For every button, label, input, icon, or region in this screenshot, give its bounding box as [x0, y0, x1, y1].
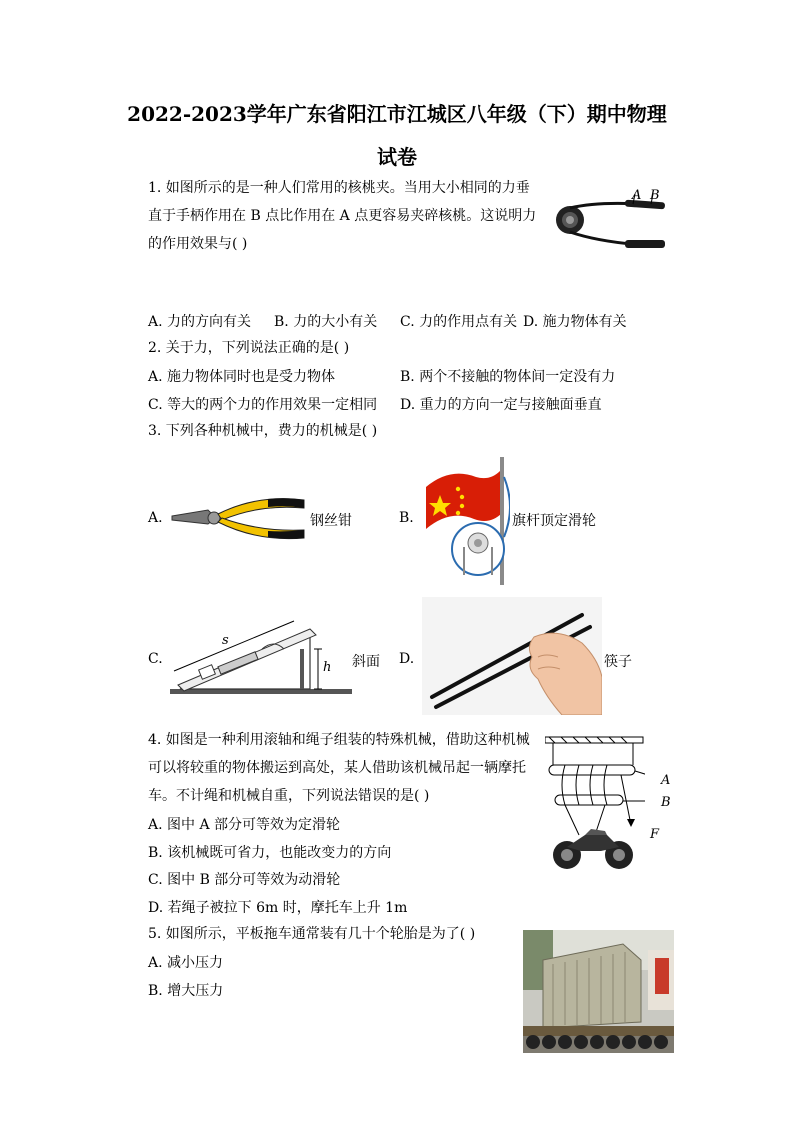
- q3-option-a-letter[interactable]: A.: [148, 510, 163, 526]
- incline-label-h: h: [323, 660, 332, 675]
- q4-stem-line3: 车。不计绳和机械自重，下列说法错误的是( ): [148, 788, 430, 804]
- page-title-continued: 试卷: [377, 145, 417, 169]
- q4-option-c[interactable]: C. 图中 B 部分可等效为动滑轮: [148, 872, 341, 888]
- roller-machine-figure: [545, 735, 645, 875]
- q1-label-b: B: [650, 188, 660, 203]
- q4-stem-line2: 可以将较重的物体搬运到高处，某人借助该机械吊起一辆摩托: [148, 760, 526, 776]
- q3-option-d-label[interactable]: 筷子: [604, 654, 632, 670]
- q2-stem: 2. 关于力，下列说法正确的是( ): [148, 340, 350, 356]
- q3-option-b-label[interactable]: 旗杆顶定滑轮: [512, 513, 596, 529]
- q3-stem: 3. 下列各种机械中，费力的机械是( ): [148, 423, 378, 439]
- q3-option-c-label[interactable]: 斜面: [352, 654, 380, 670]
- q4-label-a: A: [661, 773, 671, 788]
- q1-option-c[interactable]: C. 力的作用点有关: [400, 314, 518, 330]
- q1-option-a[interactable]: A. 力的方向有关: [148, 314, 252, 330]
- page-title: 2022-2023学年广东省阳江市江城区八年级（下）期中物理: [127, 102, 667, 126]
- q2-option-a[interactable]: A. 施力物体同时也是受力物体: [148, 369, 336, 385]
- q3-option-b-letter[interactable]: B.: [399, 510, 414, 526]
- q1-option-d[interactable]: D. 施力物体有关: [523, 314, 627, 330]
- q5-option-a[interactable]: A. 减小压力: [148, 955, 224, 971]
- q2-option-b[interactable]: B. 两个不接触的物体间一定没有力: [400, 369, 616, 385]
- q4-option-a[interactable]: A. 图中 A 部分可等效为定滑轮: [148, 817, 341, 833]
- chopsticks-figure: [422, 597, 602, 715]
- incline-figure: [170, 605, 352, 697]
- q1-label-a: A: [632, 188, 642, 203]
- q4-label-f: F: [650, 827, 660, 842]
- q4-option-b[interactable]: B. 该机械既可省力，也能改变力的方向: [148, 845, 392, 861]
- pliers-figure: [168, 490, 308, 548]
- q3-option-c-letter[interactable]: C.: [148, 651, 163, 667]
- q5-option-b[interactable]: B. 增大压力: [148, 983, 224, 999]
- q5-stem: 5. 如图所示，平板拖车通常装有几十个轮胎是为了( ): [148, 926, 476, 942]
- flatbed-trailer-photo: [523, 930, 674, 1053]
- q4-stem-line1: 4. 如图是一种利用滚轴和绳子组装的特殊机械，借助这种机械: [148, 732, 530, 748]
- q2-option-c[interactable]: C. 等大的两个力的作用效果一定相同: [148, 397, 378, 413]
- q1-option-b[interactable]: B. 力的大小有关: [274, 314, 378, 330]
- q3-option-d-letter[interactable]: D.: [399, 651, 415, 667]
- q2-option-d[interactable]: D. 重力的方向一定与接触面垂直: [400, 397, 602, 413]
- q3-option-a-label[interactable]: 钢丝钳: [310, 513, 352, 529]
- q4-option-d[interactable]: D. 若绳子被拉下 6m 时，摩托车上升 1m: [148, 900, 408, 916]
- q4-label-b: B: [661, 795, 671, 810]
- flagpole-pulley-figure: [420, 447, 510, 587]
- q1-stem-line2: 直于手柄作用在 B 点比作用在 A 点更容易夹碎核桃。这说明力: [148, 208, 537, 224]
- q1-stem-line1: 1. 如图所示的是一种人们常用的核桃夹。当用大小相同的力垂: [148, 180, 530, 196]
- q1-stem-line3: 的作用效果与( ): [148, 236, 248, 252]
- incline-label-s: s: [222, 633, 229, 648]
